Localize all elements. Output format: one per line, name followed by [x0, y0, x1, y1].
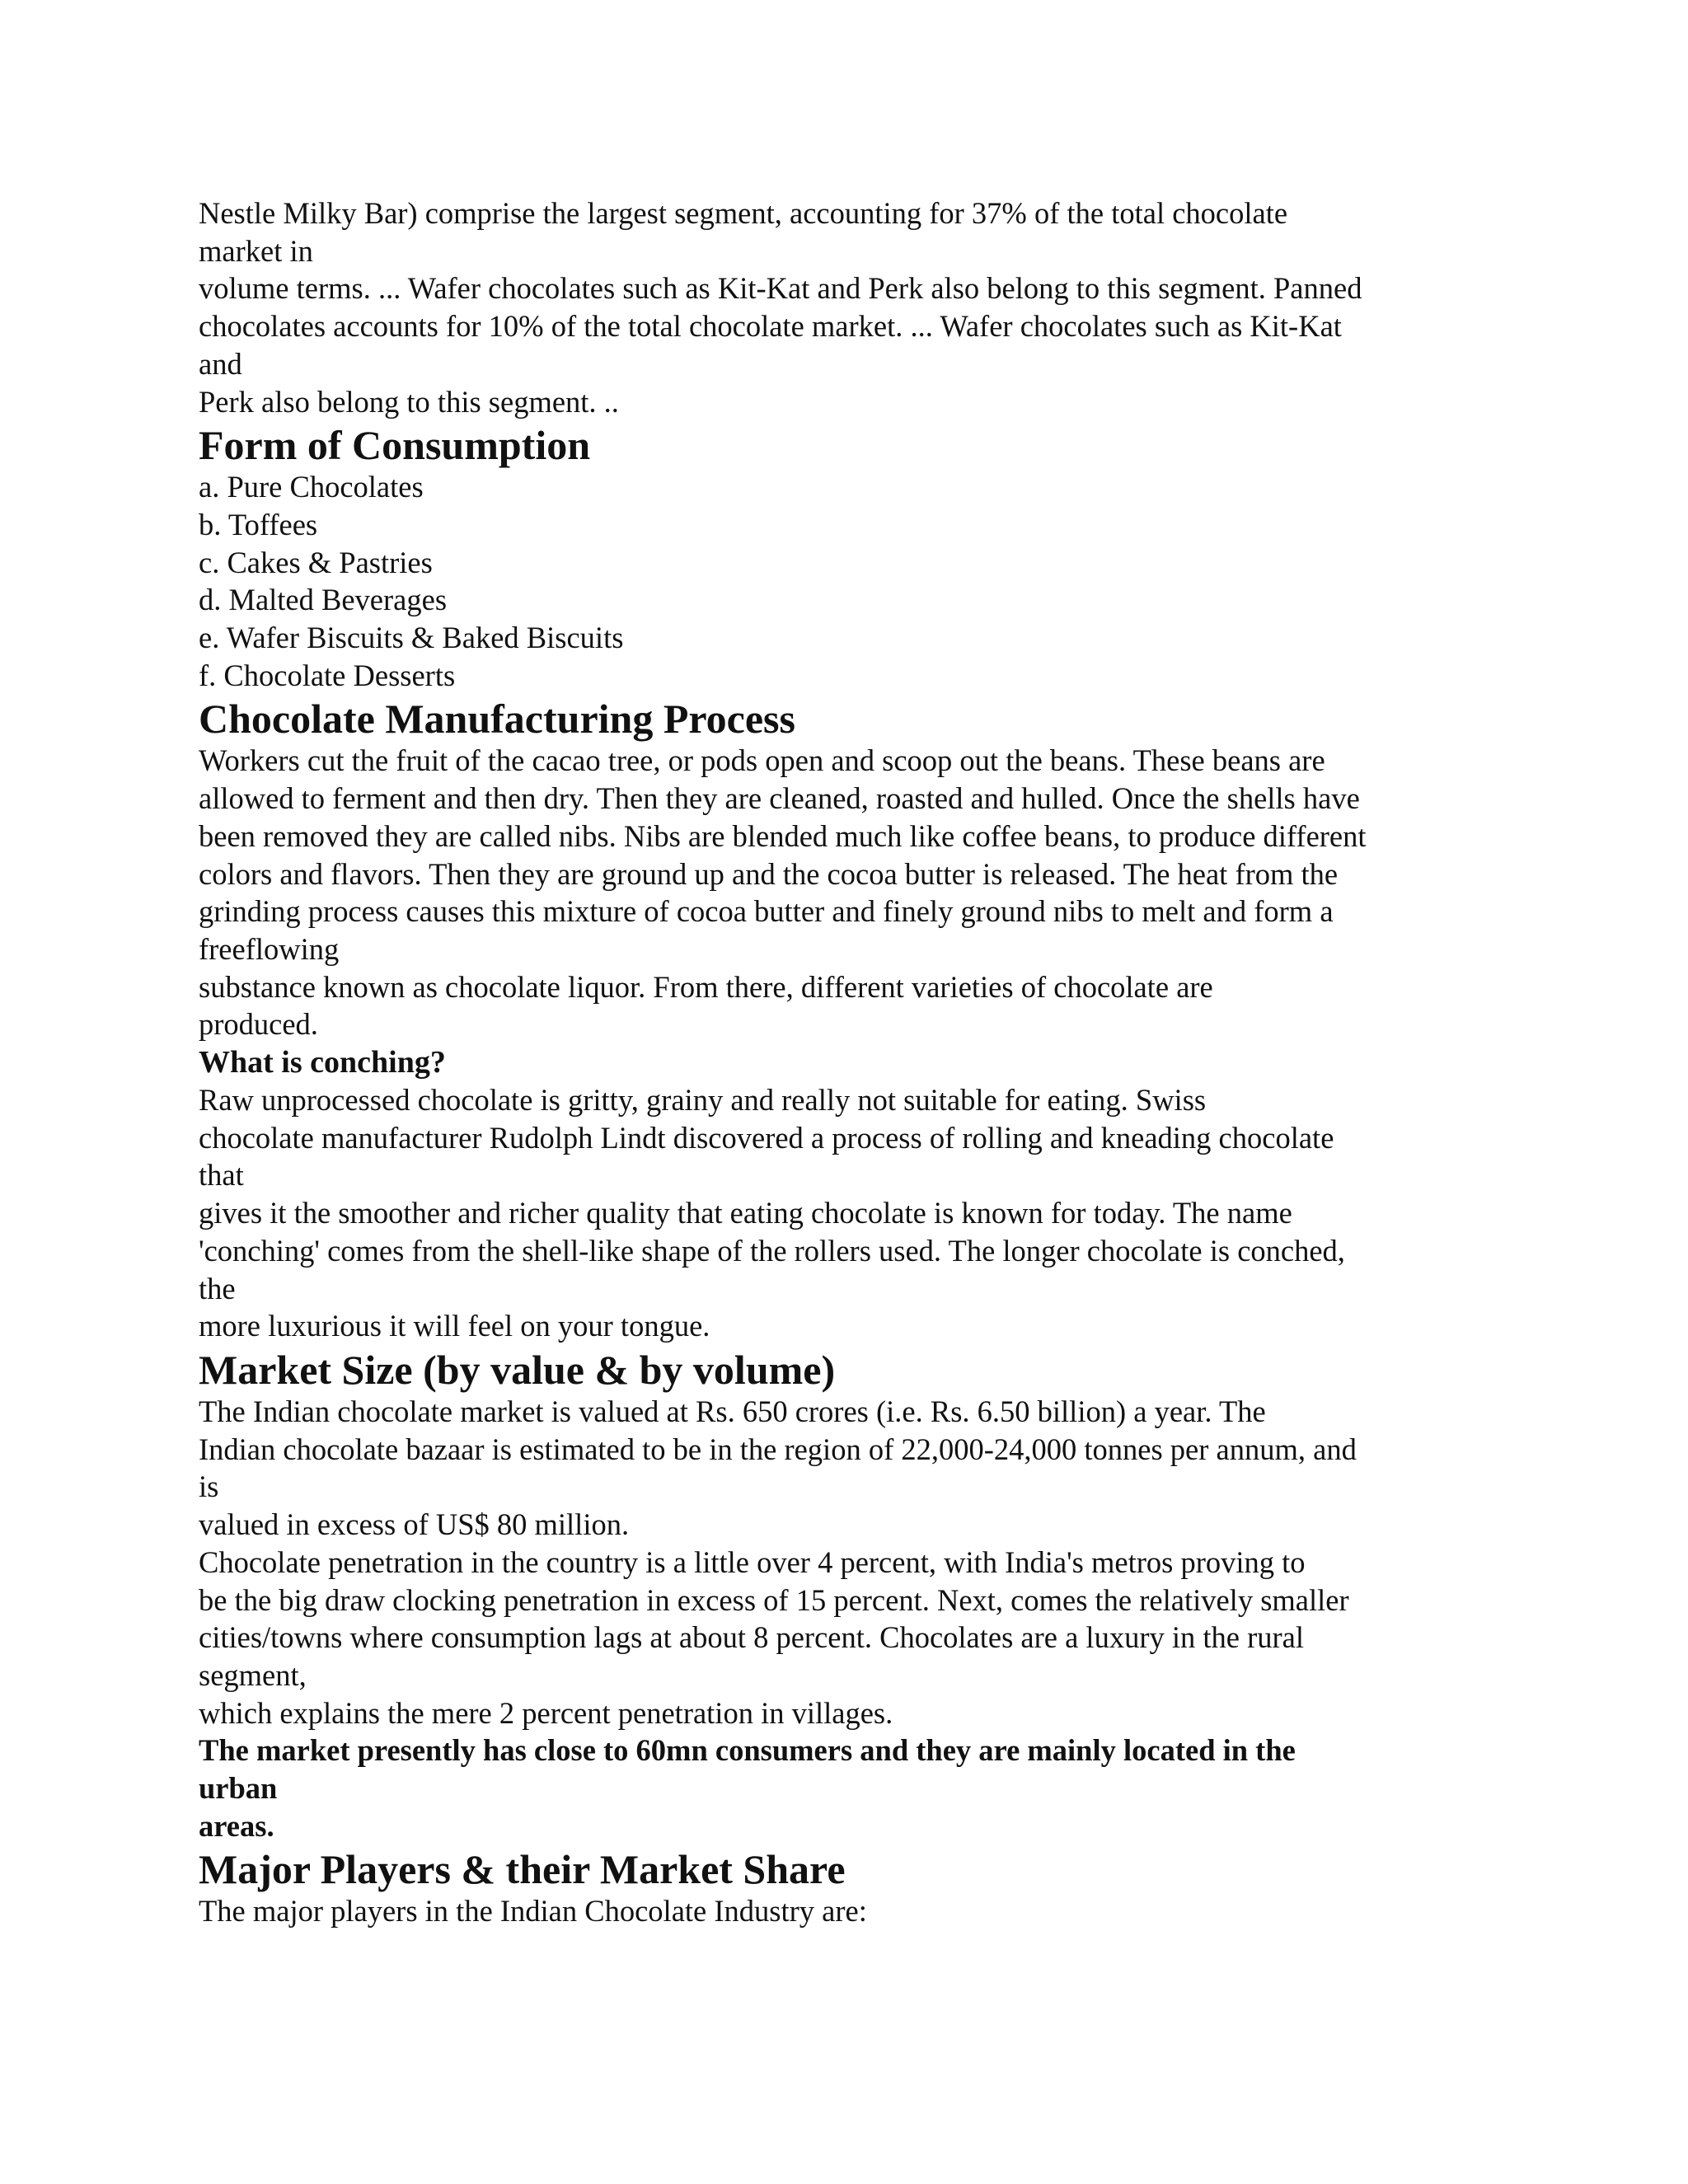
text-line: which explains the mere 2 percent penetration in villages.	[199, 1695, 893, 1730]
manufacturing-process-section	[199, 697, 1501, 1043]
list-item: f. Chocolate Desserts	[199, 658, 456, 692]
major-players-section	[199, 1848, 1501, 1930]
list-item: e. Wafer Biscuits & Baked Biscuits	[199, 621, 624, 655]
text-line: colors and flavors. Then they are ground up and the cocoa butter is released. The heat from the	[199, 856, 1339, 891]
list-item: a. Pure Chocolates	[199, 470, 424, 504]
intro-paragraph	[199, 194, 1501, 420]
text-line: been removed they are called nibs. Nibs are blended much like coffee beans, to produce different	[199, 818, 1367, 853]
section-heading: Chocolate Manufacturing Process	[199, 696, 795, 743]
text-line: volume terms. ... Wafer chocolates such as Kit-Kat and Perk also belong to this segment. Panned	[199, 271, 1362, 306]
section-heading: Form of Consumption	[199, 422, 591, 469]
list-item: d. Malted Beverages	[199, 583, 448, 617]
text-line: be the big draw clocking penetration in excess of 15 percent. Next, comes the relatively smaller	[199, 1582, 1349, 1617]
text-line: is	[199, 1469, 219, 1504]
text-line: Raw unprocessed chocolate is gritty, grainy and really not suitable for eating. Swiss	[199, 1083, 1207, 1118]
document-page	[199, 194, 1501, 1930]
text-line: chocolate manufacturer Rudolph Lindt discovered a process of rolling and kneading chocolate	[199, 1120, 1334, 1155]
text-line: segment,	[199, 1657, 307, 1692]
text-line: Perk also belong to this segment. ..	[199, 384, 619, 419]
bold-text-line: urban	[199, 1771, 278, 1806]
market-size-section	[199, 1348, 1501, 1844]
text-line: and	[199, 346, 242, 381]
section-heading: Market Size (by value & by volume)	[199, 1346, 836, 1393]
conching-section	[199, 1043, 1501, 1345]
text-line: the	[199, 1271, 236, 1305]
text-line: more luxurious it will feel on your tongue.	[199, 1309, 710, 1343]
text-line: The Indian chocolate market is valued at Rs. 650 crores (i.e. Rs. 6.50 billion) a year. The	[199, 1394, 1266, 1428]
text-line: Workers cut the fruit of the cacao tree, or pods open and scoop out the beans. These beans are	[199, 743, 1325, 778]
text-line: The major players in the Indian Chocolate Industry are:	[199, 1894, 867, 1929]
text-line: 'conching' comes from the shell-like shape of the rollers used. The longer chocolate is conched,	[199, 1233, 1345, 1268]
form-of-consumption-section	[199, 424, 1501, 694]
text-line: cities/towns where consumption lags at about 8 percent. Chocolates are a luxury in the rural	[199, 1620, 1304, 1655]
section-heading: Major Players & their Market Share	[199, 1846, 846, 1893]
text-line: valued in excess of US$ 80 million.	[199, 1507, 630, 1542]
text-line: substance known as chocolate liquor. From there, different varieties of chocolate are	[199, 969, 1213, 1004]
text-line: allowed to ferment and then dry. Then they are cleaned, roasted and hulled. Once the shells have	[199, 781, 1360, 816]
text-line: Indian chocolate bazaar is estimated to be in the region of 22,000-24,000 tonnes per annum, and	[199, 1432, 1357, 1466]
bold-text-line: The market presently has close to 60mn consumers and they are mainly located in the	[199, 1733, 1296, 1768]
subsection-heading: What is conching?	[199, 1045, 446, 1080]
text-line: chocolates accounts for 10% of the total chocolate market. ... Wafer chocolates such as Kit-Kat	[199, 309, 1342, 344]
text-line: produced.	[199, 1007, 318, 1042]
text-line: Chocolate penetration in the country is a little over 4 percent, with India's metros proving to	[199, 1544, 1306, 1579]
text-line: market in	[199, 233, 313, 268]
list-item: c. Cakes & Pastries	[199, 545, 433, 579]
list-item: b. Toffees	[199, 507, 318, 541]
bold-text-line: areas.	[199, 1808, 274, 1843]
text-line: that	[199, 1158, 244, 1193]
text-line: grinding process causes this mixture of cocoa butter and finely ground nibs to melt and form a	[199, 894, 1334, 929]
text-line: Nestle Milky Bar) comprise the largest segment, accounting for 37% of the total chocolate	[199, 196, 1288, 230]
text-line: freeflowing	[199, 931, 340, 966]
text-line: gives it the smoother and richer quality that eating chocolate is known for today. The name	[199, 1196, 1292, 1230]
